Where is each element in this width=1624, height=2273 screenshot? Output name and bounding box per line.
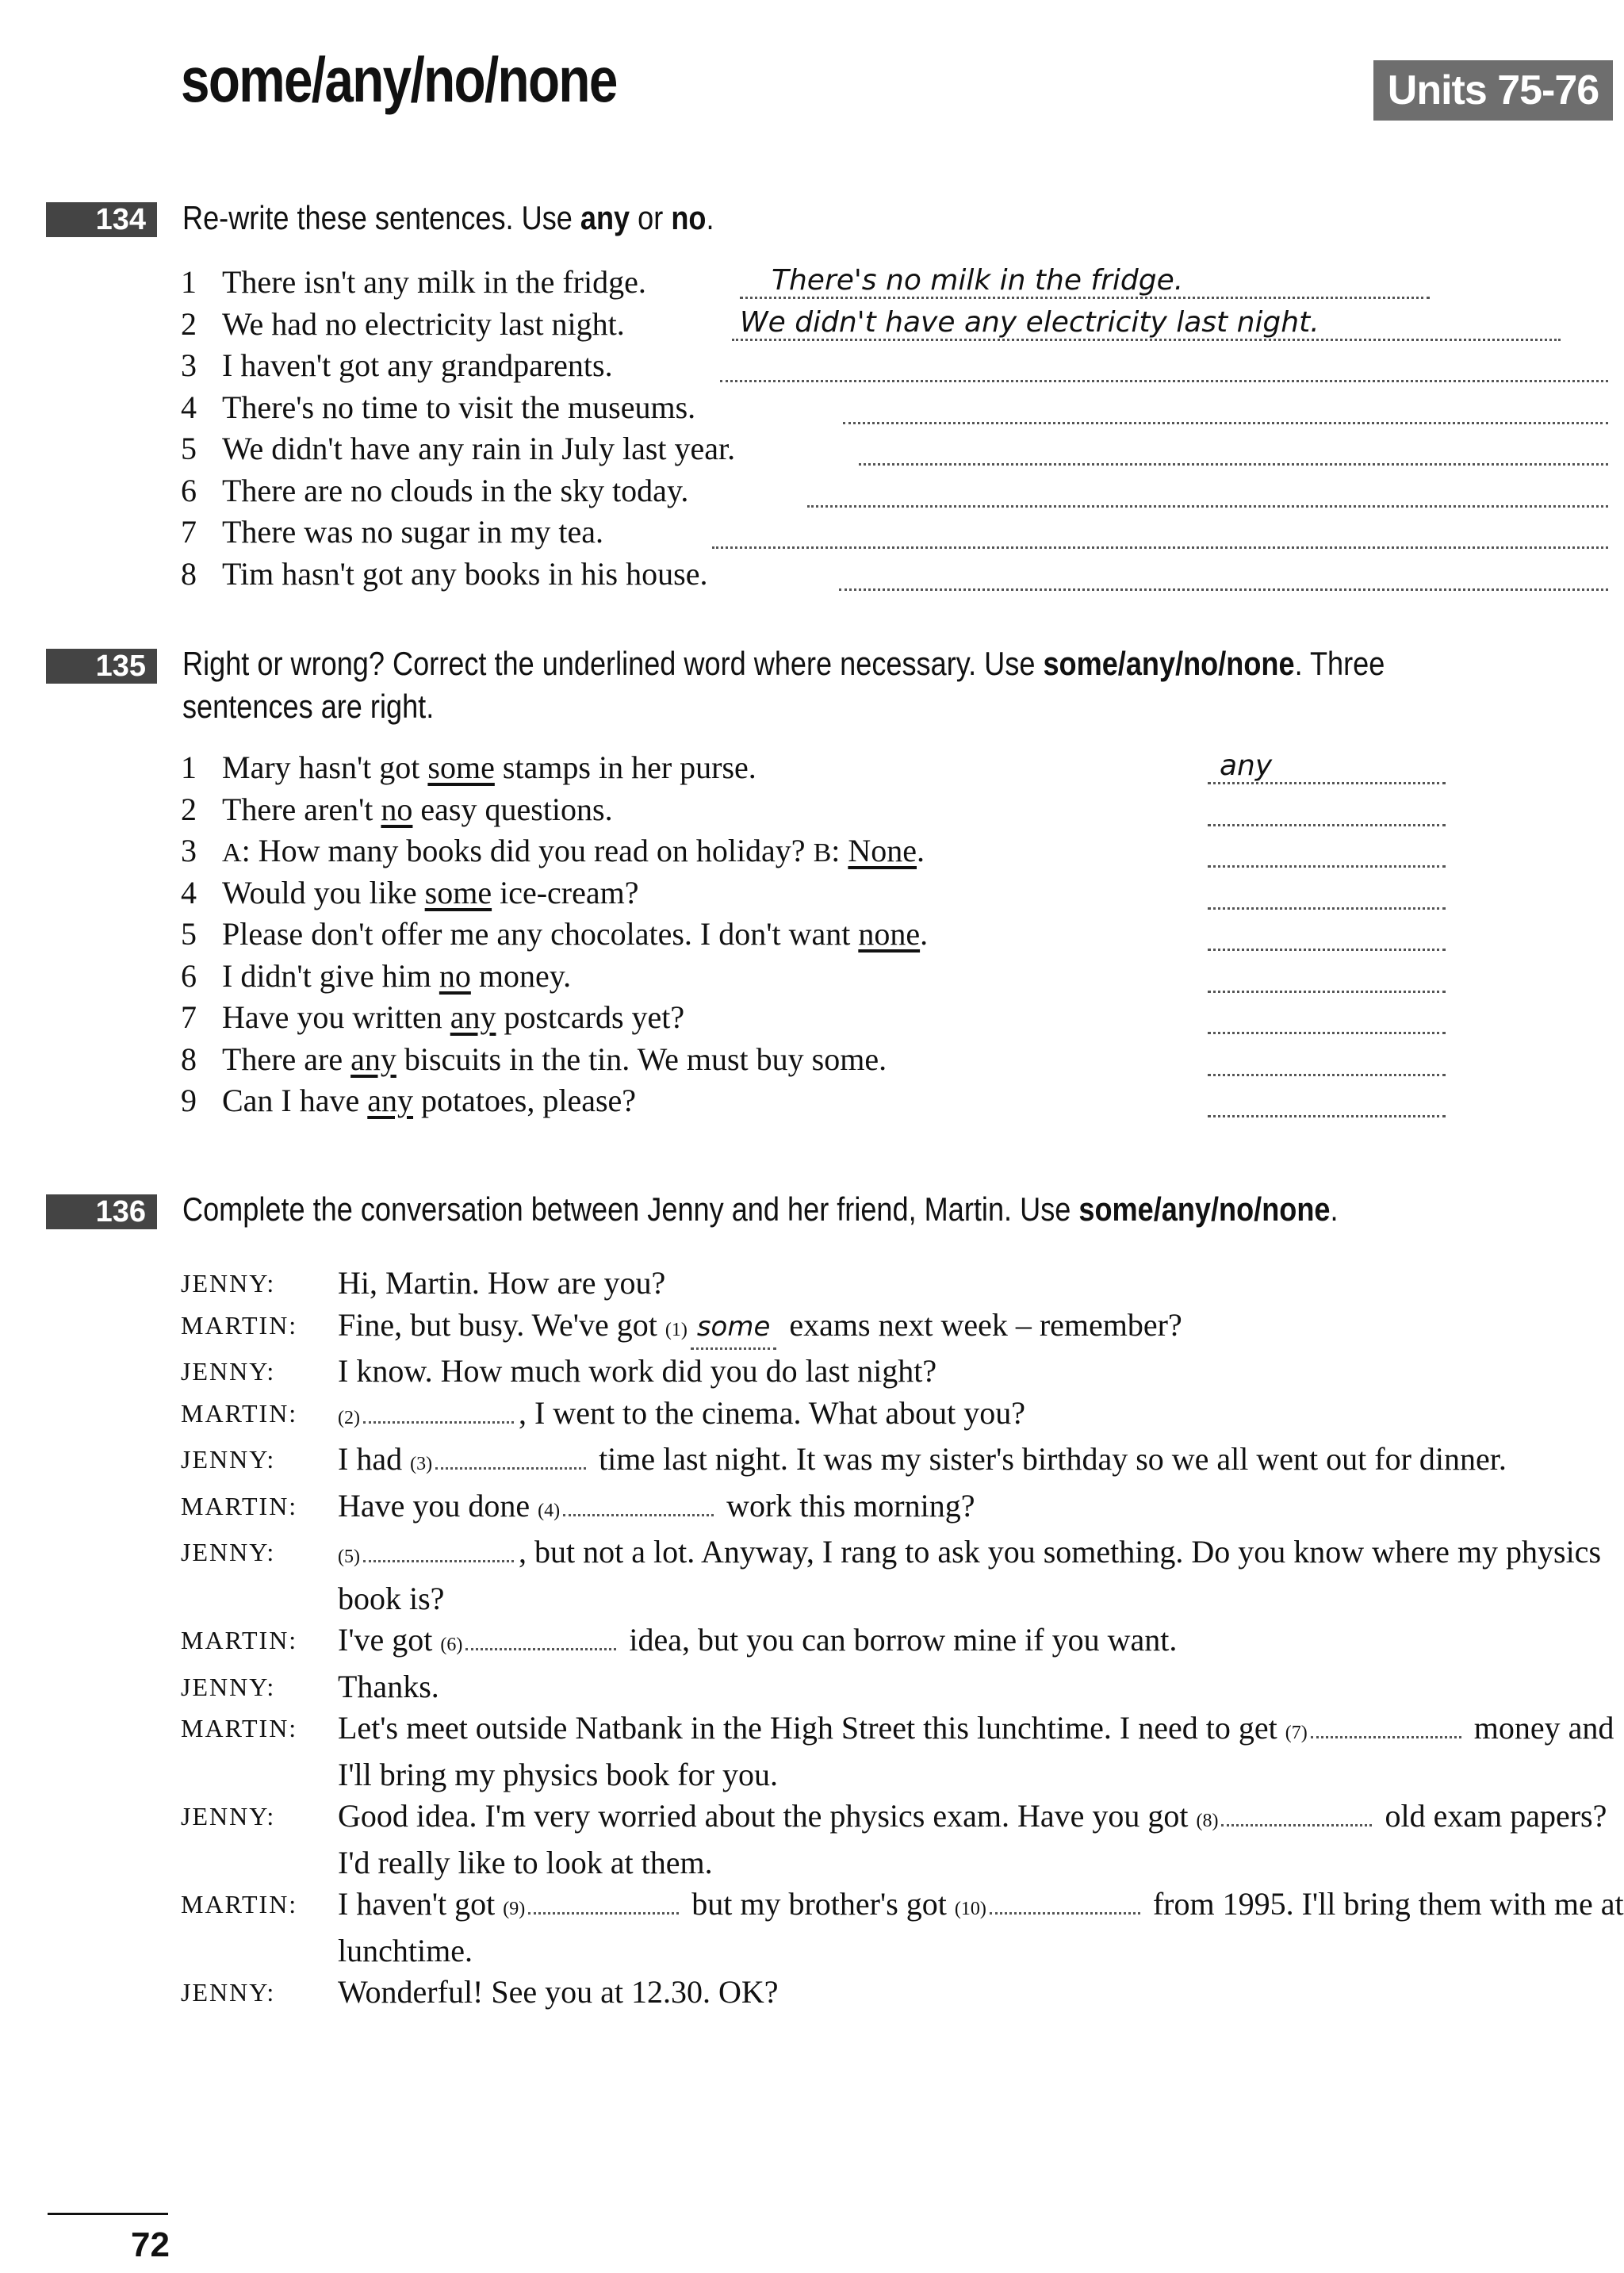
answer-field[interactable] — [1208, 1032, 1446, 1034]
speaker-label: JENNY: — [181, 1269, 276, 1297]
speaker-label: MARTIN: — [181, 1310, 298, 1340]
answer-field[interactable] — [1208, 991, 1446, 993]
gap-field[interactable] — [1311, 1714, 1461, 1738]
dialogue-line: MARTIN: (2) , I went to the cinema. What about you? — [181, 1393, 1624, 1439]
speaker-label: MARTIN: — [181, 1491, 298, 1520]
dialogue-line: JENNY: Thanks. — [181, 1666, 1624, 1708]
page-title: some/any/no/none — [181, 44, 617, 115]
answer-field[interactable] — [839, 588, 1608, 591]
speaker-label: JENNY: — [181, 1445, 276, 1474]
exercise-instruction: Right or wrong? Correct the underlined word where necessary. Use some/any/no/none. Three sentences are right. — [182, 645, 1385, 725]
answer-field[interactable] — [720, 380, 1608, 382]
page-number: 72 — [131, 2225, 170, 2264]
speaker-label: MARTIN: — [181, 1626, 298, 1654]
answer-field[interactable]: There's no milk in the fridge. — [772, 264, 1184, 297]
answer-field[interactable] — [1208, 949, 1446, 951]
speaker-label: JENNY: — [181, 1672, 276, 1701]
answer-field[interactable]: any — [1220, 749, 1273, 782]
conversation — [181, 1263, 1624, 2014]
answer-field[interactable] — [712, 546, 1608, 549]
dialogue-line: JENNY: I know. How much work did you do last night? — [181, 1351, 1624, 1393]
gap-field[interactable] — [363, 1538, 514, 1562]
gap-field[interactable] — [465, 1626, 616, 1650]
speaker-label: MARTIN: — [181, 1398, 298, 1428]
exercise-instruction: Re-write these sentences. Use any or no. — [182, 199, 714, 236]
gap-field[interactable] — [990, 1890, 1140, 1915]
dialogue-line: JENNY: (5) , but not a lot. Anyway, I rang to ask you something. Do you know where my physics book is? — [181, 1531, 1624, 1619]
gap-field[interactable] — [563, 1492, 714, 1516]
dialogue-line: MARTIN: I've got (6) idea, but you can borrow mine if you want. — [181, 1619, 1624, 1666]
exercise-number-badge: 135 — [46, 649, 157, 684]
answer-field[interactable] — [1208, 1074, 1446, 1076]
exercise-number-badge: 136 — [46, 1194, 157, 1229]
dialogue-line: MARTIN: Have you done (4) work this morning? — [181, 1485, 1624, 1532]
speaker-label: JENNY: — [181, 1802, 276, 1830]
answer-field[interactable] — [807, 505, 1608, 508]
footer-rule — [48, 2213, 168, 2215]
speaker-label: JENNY: — [181, 1538, 276, 1566]
answer-field[interactable] — [1208, 865, 1446, 868]
exercise-instruction: Complete the conversation between Jenny and her friend, Martin. Use some/any/no/none. — [182, 1190, 1339, 1228]
gap-field[interactable] — [528, 1890, 679, 1915]
exercise-number-badge: 134 — [46, 202, 157, 237]
speaker-label: JENNY: — [181, 1357, 276, 1386]
speaker-label: JENNY: — [181, 1978, 276, 2007]
dialogue-line: JENNY: Hi, Martin. How are you? — [181, 1263, 1624, 1305]
dialogue-line: MARTIN: Let's meet outside Natbank in the High Street this lunchtime. I need to get (7) money and I'll bring my physics book for you. — [181, 1708, 1624, 1796]
speaker-label: MARTIN: — [181, 1890, 298, 1918]
dialogue-line: MARTIN: I haven't got (9) but my brother's got (10) from 1995. I'll bring them with me at lunchtime. — [181, 1884, 1624, 1972]
gap-field[interactable] — [1221, 1802, 1372, 1826]
answer-field[interactable] — [1208, 907, 1446, 910]
gap-field[interactable] — [363, 1399, 514, 1424]
answer-field[interactable] — [1208, 824, 1446, 826]
dialogue-line: JENNY: I had (3) time last night. It was my sister's birthday so we all went out for dinner. — [181, 1439, 1624, 1485]
answer-field[interactable] — [859, 463, 1608, 466]
gap-field[interactable] — [435, 1445, 586, 1470]
speaker-label: MARTIN: — [181, 1714, 298, 1742]
units-badge: Units 75-76 — [1373, 60, 1613, 121]
dialogue-line: JENNY: Good idea. I'm very worried about the physics exam. Have you got (8) old exam papers? I'd really like to look at them. — [181, 1796, 1624, 1884]
answer-field[interactable]: We didn't have any electricity last night. — [740, 305, 1320, 339]
answer-field[interactable] — [1208, 1115, 1446, 1117]
dialogue-line: JENNY: Wonderful! See you at 12.30. OK? — [181, 1972, 1624, 2014]
answer-field[interactable] — [843, 422, 1608, 424]
dialogue-line: MARTIN: Fine, but busy. We've got (1) some exams next week – remember? — [181, 1305, 1624, 1351]
gap-field[interactable]: some — [691, 1306, 777, 1351]
